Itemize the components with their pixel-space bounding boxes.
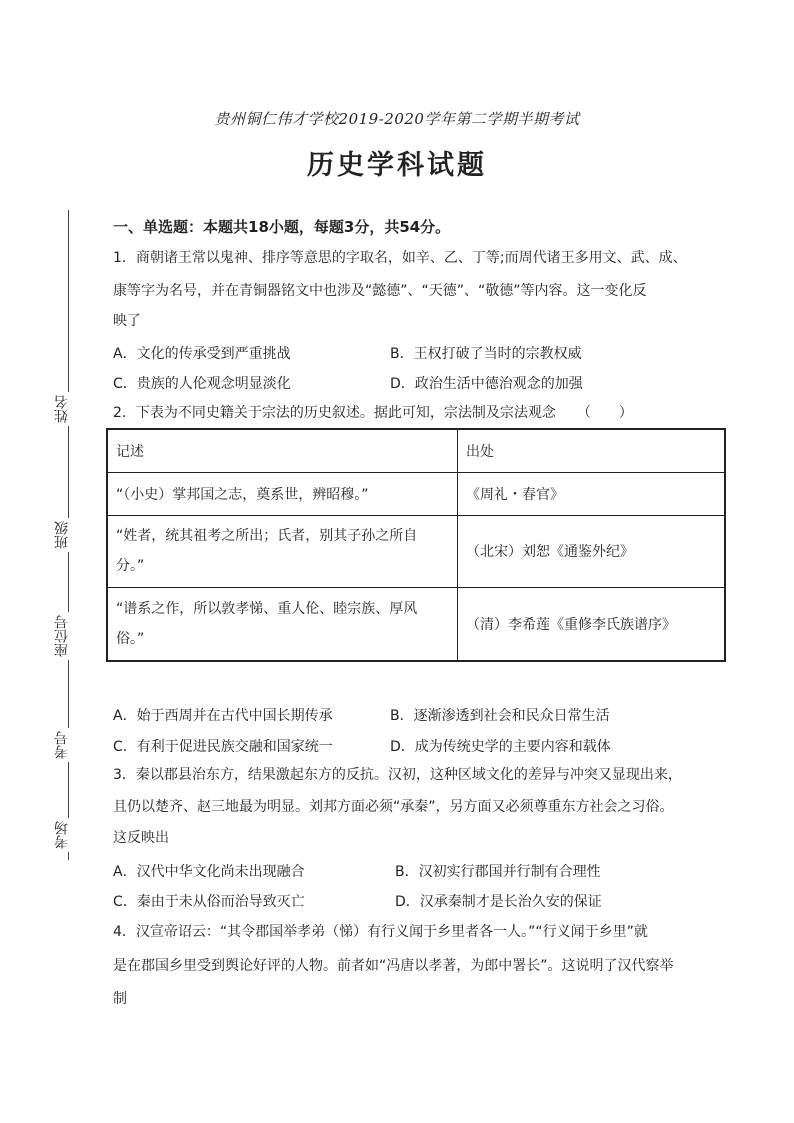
question-4-line-1: 4．汉宣帝诏云：“其令郡国举孝弟（悌）有行义闻于乡里者各一人。”“行义闻于乡里”就 — [113, 924, 648, 940]
exam-room-label: 考场 — [52, 818, 84, 852]
section-heading: 一、单选题：本题共18小题，每题3分，共54分。 — [113, 218, 451, 236]
name-label: 姓名 — [52, 392, 84, 426]
table-header-row — [107, 429, 725, 472]
table-row — [107, 515, 725, 587]
question-3-option-d: D．汉承秦制才是长治久安的保证 — [395, 894, 602, 910]
page-title: 历史学科试题 — [307, 150, 487, 181]
question-1-line-1: 1．商朝诸王常以鬼神、排序等意思的字取名，如辛、乙、丁等;而周代诸王多用文、武、成、 — [113, 250, 687, 266]
question-1-option-a: A．文化的传承受到严重挑战 — [113, 346, 291, 362]
table-cell-source: （北宋）刘恕《通鉴外纪》 — [458, 515, 726, 587]
question-3-line-2: 且仍以楚齐、赵三地最为明显。刘邦方面必须“承秦”，另方面又必须尊重东方社会之习俗。 — [113, 799, 674, 815]
table-cell-record: “（小史）掌邦国之志，奠系世，辨昭穆。” — [107, 472, 458, 515]
question-3-line-3: 这反映出 — [113, 830, 169, 846]
question-2-option-b: B．逐渐渗透到社会和民众日常生活 — [390, 708, 610, 724]
exam-number-label: 考号 — [52, 728, 84, 762]
question-1-line-2: 康等字为名号，并在青铜器铭文中也涉及“懿德”、“天德”、“敬德”等内容。这一变化反 — [113, 283, 647, 299]
table-row — [107, 587, 725, 661]
source-table — [106, 428, 726, 662]
question-1-option-b: B．王权打破了当时的宗教权威 — [390, 346, 582, 362]
table-header-source: 出处 — [458, 429, 726, 472]
table-cell-source: 《周礼・春官》 — [458, 472, 726, 515]
question-1-line-3: 映了 — [113, 313, 141, 329]
question-3-option-b: B．汉初实行郡国并行制有合理性 — [395, 864, 601, 880]
question-1-option-d: D．政治生活中德治观念的加强 — [390, 376, 583, 392]
school-exam-line: 贵州铜仁伟才学校2019-2020学年第二学期半期考试 — [214, 110, 580, 128]
seat-number-label: 座位号 — [52, 612, 84, 660]
question-2-option-d: D．成为传统史学的主要内容和载体 — [390, 739, 611, 755]
question-3-line-1: 3．秦以郡县治东方，结果激起东方的反抗。汉初，这种区域文化的差异与冲突又显现出来， — [113, 767, 682, 783]
question-2-option-a: A．始于西周并在古代中国长期传承 — [113, 708, 333, 724]
class-label: 班级 — [52, 518, 84, 552]
table-cell-record: “谱系之作，所以敦孝悌、重人伦、睦宗族、厚风 俗。” — [107, 587, 458, 661]
question-1-option-c: C．贵族的人伦观念明显淡化 — [113, 376, 291, 392]
table-cell-source: （清）李希莲《重修李氏族谱序》 — [458, 587, 726, 661]
table-cell-record: “姓者，统其祖考之所出；氏者，别其子孙之所自 分。” — [107, 515, 458, 587]
question-3-option-c: C．秦由于未从俗而治导致灭亡 — [113, 894, 305, 910]
question-4-line-3: 制 — [113, 991, 127, 1007]
question-4-line-2: 是在郡国乡里受到舆论好评的人物。前者如“冯唐以孝著，为郎中署长”。这说明了汉代察举 — [113, 958, 674, 974]
table-row — [107, 472, 725, 515]
question-3-option-a: A．汉代中华文化尚未出现融合 — [113, 864, 305, 880]
table-header-record: 记述 — [107, 429, 458, 472]
question-2-option-c: C．有利于促进民族交融和国家统一 — [113, 739, 333, 755]
question-2-line-1: 2．下表为不同史籍关于宗法的历史叙述。据此可知，宗法制及宗法观念 （ ） — [113, 405, 633, 421]
